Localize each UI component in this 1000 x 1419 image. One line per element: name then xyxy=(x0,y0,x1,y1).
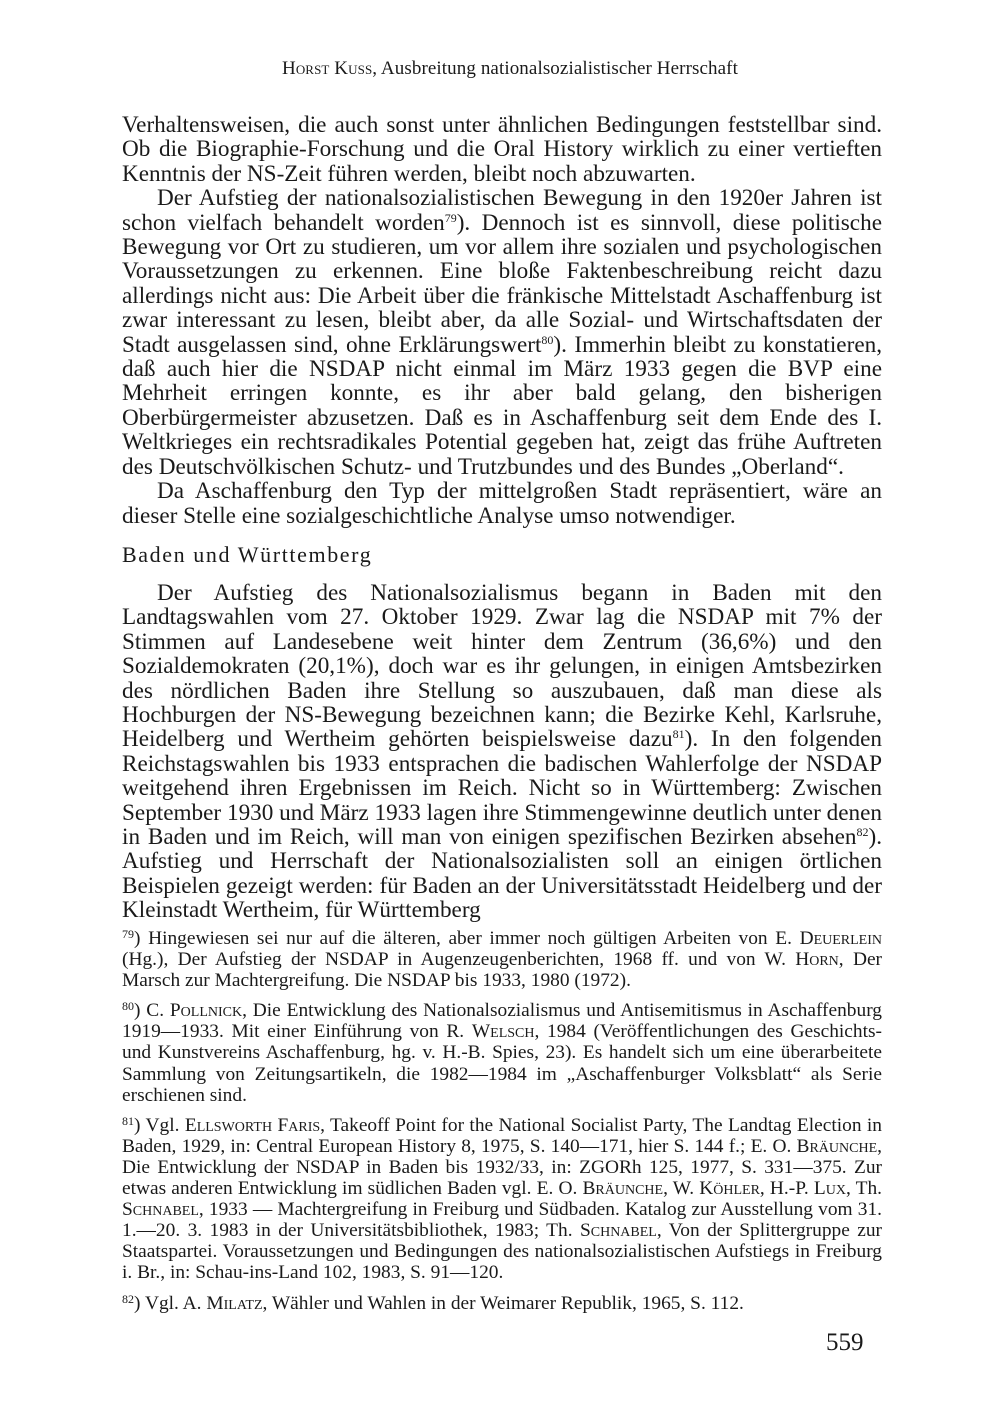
text-run: ). In den folgenden Reichstagswahlen bis 1933 entsprachen die badischen Wahlerfolge der NSDAP weitgehend ihren Ergebnissen im Reich. Nicht so in Württemberg: Zwischen September 1930 und März 1933 lagen ihre Stimmengewinne deutlich unter denen in Baden und im Reich, will man von einigen spezifischen Bezirken absehen xyxy=(122,726,882,851)
author-name: Lux xyxy=(813,1178,846,1200)
text-run: ). Aufstieg und Herrschaft der Nationalsozialisten soll an einigen örtlichen Beispielen gezeigt werden: für Baden an der Universitätsstadt Heidelberg und der Kleinstadt Wertheim, für Württemberg xyxy=(122,824,882,924)
footnote-ref: 79 xyxy=(444,210,457,225)
page-number: 559 xyxy=(826,1329,864,1356)
footnote-ref: 80 xyxy=(541,332,554,347)
author-name: Deuerlein xyxy=(799,928,882,949)
footnote-79 xyxy=(122,924,882,991)
text-run: , 1984 (Veröffentlichungen des Geschichts- und Kunstvereins Aschaffenburg, hg. v. H.-B. Spies, 23). Es handelt sich um eine überarbeitete Sammlung von Zeitungsartikeln, die 1982—1984 im „Aschaffenburger Volksblatt“ als Serie erschienen sind. xyxy=(122,1021,883,1106)
footnote-mark: 79 xyxy=(122,927,134,941)
text-run: (Hg.), Der Aufstieg der NSDAP in Augenzeugenberichten, 1968 ff. und von W. xyxy=(122,949,796,971)
section-heading: Baden und Württemberg xyxy=(122,542,373,567)
footnotes xyxy=(122,924,882,1319)
author-name: Ellsworth Faris xyxy=(184,1114,321,1136)
text-run: , Die Entwicklung des Nationalsozialismus und Antisemitismus in Aschaffenburg 1919—1933. Mit einer Einführung von R. xyxy=(122,1000,883,1043)
footnote-80 xyxy=(122,996,882,1105)
text-run: , H.-P. xyxy=(759,1178,814,1200)
text-run: , Die Entwicklung der NSDAP in Baden bis 1932/33, in: ZGORh 125, 1977, S. 331—375. Zur etwas anderen Entwicklung im südlichen Baden vgl. E. O. xyxy=(122,1135,882,1200)
paragraph: Da Aschaffenburg den Typ der mittelgroßen Stadt repräsentiert, wäre an dieser Stelle eine sozialgeschichtliche Analyse umso notwendiger. xyxy=(122,478,882,529)
text-run: Der Aufstieg des Nationalsozialismus begann in Baden mit den Landtagswahlen vom 27. Oktober 1929. Zwar lag die NSDAP mit 7% der Stimmen auf Landesebene weit hinter dem Zentrum (36,6%) und den Sozialdemokraten (20,1%), doch war es ihr gelungen, in einigen Amtsbezirken des nördlichen Baden ihre Stellung so auszubauen, daß man diese als Hochburgen der NS-Bewegung bezeichnen kann; die Bezirke Kehl, Karlsruhe, Heidelberg und Wertheim gehörten beispielsweise dazu xyxy=(122,580,882,753)
footnote-mark: 81 xyxy=(122,1113,134,1128)
text-run: , Wähler und Wahlen in der Weimarer Republik, 1965, S. 112. xyxy=(262,1292,744,1314)
footnote-ref: 81 xyxy=(672,727,685,742)
main-text xyxy=(122,113,882,528)
author-name: Milatz xyxy=(206,1292,263,1314)
text-run: , Th. xyxy=(845,1178,882,1200)
text-run: ) Hingewiesen sei nur auf die älteren, aber immer noch gültigen Arbeiten von E. xyxy=(134,928,800,949)
footnote-ref: 82 xyxy=(856,825,869,840)
text-run: ) C. xyxy=(134,1000,170,1022)
text-run: , 1933 — Machtergreifung in Freiburg und Südbaden. Katalog zur Ausstellung vom 31. 1.—20. 3. 1983 in der Universitätsbibliothek, 1983; Th. xyxy=(122,1199,882,1242)
text-run: , Von der Splittergruppe zur Staatspartei. Voraussetzungen und Bedingungen des nationalsozialistischen Aufstiegs in Freiburg i. Br., in: Schau-ins-Land 102, 1983, S. 91—120. xyxy=(122,1220,882,1284)
footnote-82 xyxy=(122,1289,882,1314)
text-run: ). Dennoch ist es sinnvoll, diese politische Bewegung vor Ort zu studieren, um vor allem ihre sozialen und psychologischen Voraussetzungen zu erkennen. Eine bloße Faktenbeschreibung reicht dazu allerdings nicht aus: Die Arbeit über die fränkische Mittelstadt Aschaffenburg ist zwar interessant zu lesen, bleibt aber, da alle Sozial- und Wirtschaftsdaten der Stadt ausgelassen sind, ohne Erklärungswert xyxy=(122,209,882,358)
text-run: ) Vgl. A. xyxy=(134,1292,207,1314)
author-name: Bräunche xyxy=(796,1135,878,1157)
footnote-mark: 82 xyxy=(122,1291,134,1306)
paragraph: Verhaltensweisen, die auch sonst unter ähnlichen Bedingungen feststellbar sind. Ob die Biographie-Forschung und die Oral History wirklich zu einer vertieften Kenntnis der NS-Zeit führen werden, bleibt noch abzuwarten. xyxy=(122,112,882,187)
footnote-81 xyxy=(122,1111,882,1284)
author-name: Schnabel xyxy=(122,1199,199,1221)
paragraph xyxy=(122,186,882,479)
author-name: Köhler xyxy=(699,1178,760,1200)
running-head xyxy=(140,58,880,80)
author-name: Bräunche xyxy=(582,1178,664,1200)
text-run: ). Immerhin bleibt zu konstatieren, daß auch hier die NSDAP nicht einmal im März 1933 gegen die BVP eine Mehrheit erringen konnte, es ihr aber bald gelang, den bisherigen Oberbürgermeister abzusetzen. Daß es in Aschaffenburg seit dem Ende des I. Weltkrieges ein rechtsradikales Potential gegeben hat, zeigt das frühe Auftreten des Deutschvölkischen Schutz- und Trutzbundes und des Bundes „Oberland“. xyxy=(122,331,883,480)
author-name: Pollnick xyxy=(169,1000,243,1022)
author-name: Welsch xyxy=(471,1021,535,1043)
footnote-mark: 80 xyxy=(122,999,134,1014)
paragraph xyxy=(122,581,882,923)
text-run: Der Aufstieg der nationalsozialistischen Bewegung in den 1920er Jahren ist schon vielfach behandelt worden xyxy=(122,185,882,236)
text-run: , Der Marsch zur Machtergreifung. Die NSDAP bis 1933, 1980 (1972). xyxy=(122,949,883,992)
text-run: ) Vgl. xyxy=(134,1114,185,1136)
text-run: , Takeoff Point for the National Socialist Party, The Landtag Election in Baden, 1929, in: Central European History 8, 1975, S. 140—171, hier S. 144 f.; E. O. xyxy=(122,1114,882,1157)
author-name: Schnabel xyxy=(579,1220,657,1242)
section-text xyxy=(122,581,882,923)
text-run: , W. xyxy=(663,1178,700,1200)
running-head-title: , Ausbreitung nationalsozialistischer Herrschaft xyxy=(372,58,738,79)
running-head-author: Horst Kuss xyxy=(282,58,373,79)
author-name: Horn xyxy=(795,949,839,971)
